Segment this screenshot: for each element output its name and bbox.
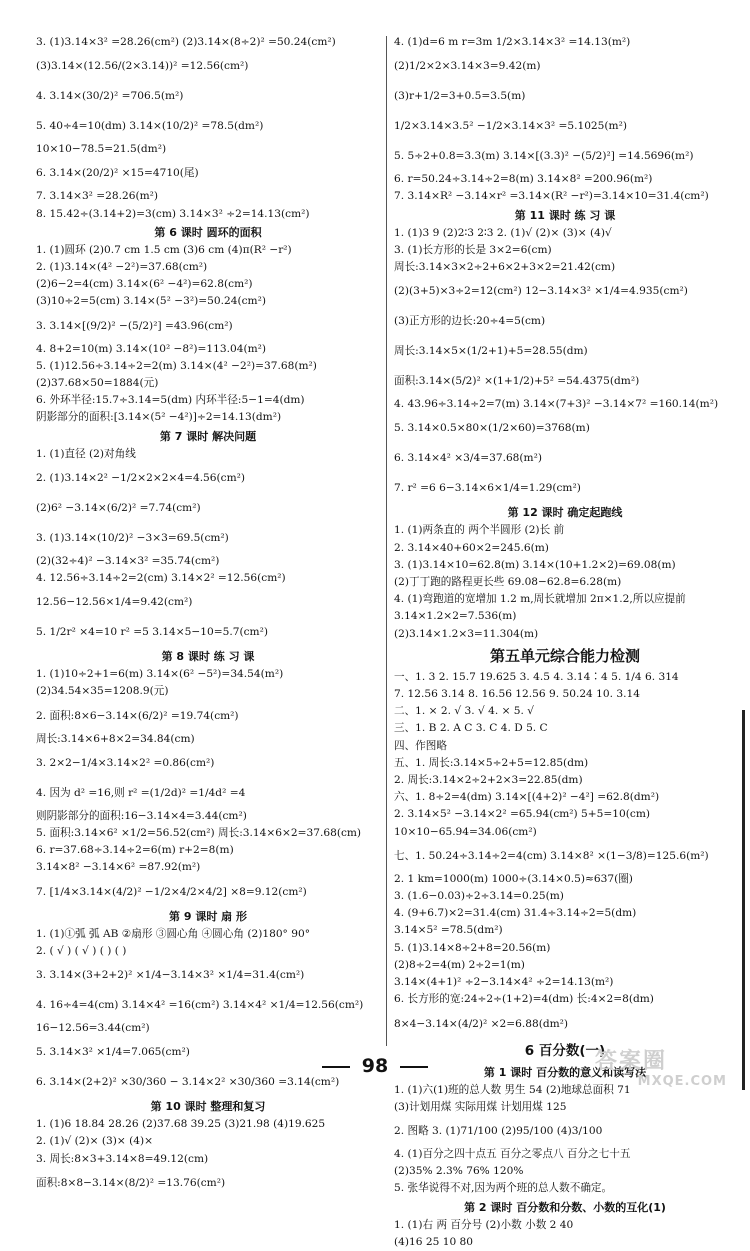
answer-line: 4. 43.96÷3.14÷2=7(m) 3.14×(7+3)² −3.14×7² =160.14(m²)	[394, 398, 719, 411]
answer-line: 4. (9+6.7)×2=31.4(cm) 31.4÷3.14÷2=5(dm)	[394, 907, 637, 920]
answer-line: 3.14×8² −3.14×6² =87.92(m²)	[36, 861, 201, 874]
answer-line: (2)34.54×35=1208.9(元)	[36, 685, 169, 698]
answer-line: 4. 16÷4=4(cm) 3.14×4² =16(cm²) 3.14×4² ×1/4=12.56(cm²)	[36, 999, 364, 1012]
answer-line: 3. 周长:8×3+3.14×8=49.12(cm)	[36, 1152, 209, 1165]
answer-line: 2. 1 km=1000(m) 1000÷(3.14×0.5)≈637(圈)	[394, 872, 633, 885]
lesson-heading: 第 10 课时 整理和复习	[150, 1100, 266, 1114]
answer-line: 5. (1)12.56÷3.14÷2=2(m) 3.14×(4² −2²)=37.68(m²)	[36, 359, 317, 372]
answer-line: 2. 3.14×5² −3.14×2² =65.94(cm²) 5+5=10(cm)	[394, 808, 651, 821]
chapter-heading: 6 百分数(一)	[524, 1042, 606, 1059]
answer-line: 7. r² =6 6−3.14×6×1/4=1.29(cm²)	[394, 482, 581, 495]
answer-line: 2. (1)√ (2)× (3)× (4)×	[36, 1135, 153, 1148]
answer-line: 阴影部分的面积:[3.14×(5² −4²)]÷2=14.13(dm²)	[36, 411, 282, 424]
answer-line: 7. 12.56 3.14 8. 16.56 12.56 9. 50.24 10. 3.14	[394, 688, 640, 701]
answer-line: 3. (1)3.14×(10/2)² −3×3=69.5(cm²)	[36, 531, 229, 544]
page-edge-bar	[742, 710, 745, 1090]
answer-line: (2)(3+5)×3÷2=12(cm²) 12−3.14×3² ×1/4=4.935(cm²)	[394, 285, 688, 298]
answer-line: (2)37.68×50=1884(元)	[36, 377, 159, 390]
answer-line: (2)丁丁跑的路程更长些 69.08−62.8=6.28(m)	[394, 576, 622, 589]
answer-line: (2)1/2×2×3.14×3=9.42(m)	[394, 60, 541, 73]
answer-line: 3. (1)长方形的长是 3×2=6(cm)	[394, 243, 552, 256]
page-number-text: 98	[361, 1055, 389, 1077]
answer-line: 6. 外环半径:15.7÷3.14=5(dm) 内环半径:5−1=4(dm)	[36, 394, 305, 407]
answer-line: 10×10−65.94=34.06(cm²)	[394, 825, 537, 838]
answer-line: 2. (1)3.14×(4² −2²)=37.68(cm²)	[36, 261, 208, 274]
answer-line: 五、1. 周长:3.14×5÷2+5=12.85(dm)	[394, 756, 589, 769]
answer-line: 5. 5÷2+0.8=3.3(m) 3.14×[(3.3)² −(5/2)²] =14.5696(m²)	[394, 150, 694, 163]
dash-left	[322, 1066, 350, 1068]
column-divider	[386, 36, 387, 1046]
lesson-heading: 第 9 课时 扇 形	[169, 909, 247, 923]
answer-line: 4. 因为 d² =16,则 r² =(1/2d)² =1/4d² =4	[36, 786, 246, 799]
answer-line: 2. 面积:8×6−3.14×(6/2)² =19.74(cm²)	[36, 709, 239, 722]
left-column	[36, 34, 380, 1198]
answer-line: 6. 长方形的宽:24÷2÷(1+2)=4(dm) 长:4×2=8(dm)	[394, 993, 654, 1006]
unit-test-heading: 第五单元综合能力检测	[489, 646, 640, 665]
answer-line: 4. 8+2=10(m) 3.14×(10² −8²)=113.04(m²)	[36, 342, 267, 355]
answer-line: 1. (1)直径 (2)对角线	[36, 447, 136, 460]
answer-line: 5. 40÷4=10(dm) 3.14×(10/2)² =78.5(dm²)	[36, 120, 264, 133]
answer-line: (3)计划用煤 实际用煤 计划用煤 125	[394, 1100, 567, 1113]
answer-line: (4)16 25 10 80	[394, 1235, 474, 1248]
lesson-heading: 第 6 课时 圆环的面积	[154, 225, 262, 239]
answer-line: (2)8÷2=4(m) 2÷2=1(m)	[394, 958, 525, 971]
answer-line: 1. (1)①弧 弧 AB ②扇形 ③圆心角 ④圆心角 (2)180° 90°	[36, 927, 311, 940]
answer-line: 7. 3.14×R² −3.14×r² =3.14×(R² −r²)=3.14×10=31.4(cm²)	[394, 190, 709, 203]
answer-line: 8. 15.42÷(3.14+2)=3(cm) 3.14×3² ÷2=14.13(cm²)	[36, 207, 310, 220]
answer-line: (2)(32÷4)² −3.14×3² =35.74(cm²)	[36, 554, 220, 567]
answer-line: 3. 2×2−1/4×3.14×2² =0.86(cm²)	[36, 756, 215, 769]
answer-line: (2)3.14×1.2×3=11.304(m)	[394, 627, 539, 640]
answer-line: 周长:3.14×3×2÷2+6×2+3×2=21.42(cm)	[394, 261, 616, 274]
answer-line: 3. 3.14×[(9/2)² −(5/2)²] =43.96(cm²)	[36, 319, 233, 332]
answer-line: 3. (1)3.14×10=62.8(m) 3.14×(10+1.2×2)=69.08(m)	[394, 558, 676, 571]
answer-line: 2. ( √ ) ( √ ) ( ) ( )	[36, 944, 127, 957]
answer-line: 4. (1)d=6 m r=3m 1/2×3.14×3² =14.13(m²)	[394, 36, 631, 48]
answer-line: 6. r=50.24÷3.14÷2=8(m) 3.14×8² =200.96(m²)	[394, 173, 653, 186]
answer-line: 三、1. B 2. A C 3. C 4. D 5. C	[394, 722, 548, 735]
answer-line: 7. 3.14×3² =28.26(m²)	[36, 190, 159, 203]
answer-line: 5. 面积:3.14×6² ×1/2=56.52(cm²) 周长:3.14×6×2=37.68(cm)	[36, 827, 362, 840]
answer-line: 一、1. 3 2. 15.7 19.625 3. 4.5 4. 3.14∶4 5. 1/4 6. 314	[394, 670, 679, 683]
answer-line: 四、作图略	[394, 739, 447, 752]
answer-line: 5. (1)3.14×8÷2+8=20.56(m)	[394, 941, 551, 954]
answer-line: 5. 1/2r² ×4=10 r² =5 3.14×5−10=5.7(cm²)	[36, 626, 268, 639]
answer-line: 1. (1)两条直的 两个半圆形 (2)长 前	[394, 524, 565, 537]
watermark-logo	[595, 1050, 735, 1096]
answer-line: 3.14×1.2×2=7.536(m)	[394, 610, 517, 623]
lesson-heading: 第 12 课时 确定起跑线	[507, 506, 623, 520]
answer-line: 1. (1)6 18.84 28.26 (2)37.68 39.25 (3)21.98 (4)19.625	[36, 1118, 326, 1131]
answer-line: 1. (1)右 两 百分号 (2)小数 小数 2 40	[394, 1218, 574, 1231]
answer-line: 3. (1)3.14×3² =28.26(cm²) (2)3.14×(8÷2)² =50.24(cm²)	[36, 36, 336, 48]
answer-line: 4. 3.14×(30/2)² =706.5(m²)	[36, 90, 184, 103]
lesson-heading: 第 1 课时 百分数的意义和读写法	[483, 1065, 647, 1079]
answer-line: 8×4−3.14×(4/2)² ×2=6.88(dm²)	[394, 1017, 569, 1030]
watermark-line-1: 答案圈	[595, 1049, 668, 1074]
answer-line: 3.14×5² =78.5(dm²)	[394, 924, 503, 937]
answer-line: (3)r+1/2=3+0.5=3.5(m)	[394, 90, 526, 103]
answer-line: 3.14×(4+1)² ÷2−3.14×4² ÷2=14.13(m²)	[394, 976, 614, 989]
answer-line: 6. 3.14×(2+2)² ×30/360 − 3.14×2² ×30/360 =3.14(cm²)	[36, 1076, 340, 1089]
lesson-heading: 第 11 课时 练 习 课	[514, 208, 616, 222]
answer-line: 1. (1)六(1)班的总人数 男生 54 (2)地球总面积 71	[394, 1083, 631, 1096]
answer-line: 16−12.56=3.44(cm²)	[36, 1022, 150, 1035]
answer-line: 2. 周长:3.14×2÷2+2×3=22.85(dm)	[394, 774, 583, 787]
answer-line: 周长:3.14×6+8×2=34.84(cm)	[36, 732, 195, 745]
answer-line: (3)10÷2=5(cm) 3.14×(5² −3²)=50.24(cm²)	[36, 295, 266, 308]
answer-line: 面积:8×8−3.14×(8/2)² =13.76(cm²)	[36, 1176, 226, 1189]
answer-line: 6. r=37.68÷3.14÷2=6(m) r+2=8(m)	[36, 844, 234, 857]
answer-line: 4. (1)弯跑道的宽增加 1.2 m,周长就增加 2π×1.2,所以应提前	[394, 593, 686, 606]
answer-line: 周长:3.14×5×(1/2+1)+5=28.55(dm)	[394, 345, 588, 358]
answer-line: 6. 3.14×4² ×3/4=37.68(m²)	[394, 452, 542, 465]
answer-line: 七、1. 50.24÷3.14÷2=4(cm) 3.14×8² ×(1−3/8)=125.6(m²)	[394, 849, 709, 862]
answer-line: 1/2×3.14×3.5² −1/2×3.14×3² =5.1025(m²)	[394, 120, 627, 133]
answer-line: (2)35% 2.3% 76% 120%	[394, 1165, 524, 1178]
answer-line: 7. [1/4×3.14×(4/2)² −1/2×4/2×4/2] ×8=9.12(cm²)	[36, 885, 307, 898]
dash-right	[400, 1066, 428, 1068]
answer-line: 12.56−12.56×1/4=9.42(cm²)	[36, 596, 193, 609]
lesson-heading: 第 2 课时 百分数和分数、小数的互化(1)	[464, 1200, 666, 1214]
answer-line: 4. 12.56÷3.14÷2=2(cm) 3.14×2² =12.56(cm²)	[36, 572, 286, 585]
lesson-heading: 第 8 课时 练 习 课	[161, 650, 255, 664]
answer-line: 2. 图略 3. (1)71/100 (2)95/100 (4)3/100	[394, 1124, 603, 1137]
answer-line: (3)3.14×(12.56/(2×3.14))² =12.56(cm²)	[36, 60, 249, 73]
answer-line: (2)6−2=4(cm) 3.14×(6² −4²)=62.8(cm²)	[36, 278, 253, 291]
answer-line: 1. (1)3 9 (2)2∶3 2∶3 2. (1)√ (2)× (3)× (4)√	[394, 226, 612, 239]
answer-line: 3. (1.6−0.03)÷2÷3.14=0.25(m)	[394, 890, 564, 903]
answer-line: 1. (1)圆环 (2)0.7 cm 1.5 cm (3)6 cm (4)π(R² −r²)	[36, 243, 292, 256]
answer-line: 二、1. × 2. √ 3. √ 4. × 5. √	[394, 705, 535, 718]
answer-line: 4. (1)百分之四十点五 百分之零点八 百分之七十五	[394, 1147, 631, 1160]
answer-line: 六、1. 8÷2=4(dm) 3.14×[(4+2)² −4²] =62.8(dm²)	[394, 791, 660, 804]
answer-line: 面积:3.14×(5/2)² ×(1+1/2)+5² =54.4375(dm²)	[394, 375, 640, 388]
lesson-heading: 第 7 课时 解决问题	[159, 429, 257, 443]
answer-line: 5. 3.14×0.5×80×(1/2×60)=3768(m)	[394, 422, 590, 435]
answer-line: 3. 3.14×(3+2+2)² ×1/4−3.14×3² ×1/4=31.4(cm²)	[36, 969, 305, 982]
watermark-line-2: MXQE.COM	[637, 1074, 727, 1089]
answer-line: 6. 3.14×(20/2)² ×15=4710(尾)	[36, 167, 199, 180]
answer-line: (2)6² −3.14×(6/2)² =7.74(cm²)	[36, 501, 201, 514]
answer-line: 10×10−78.5=21.5(dm²)	[36, 143, 167, 156]
answer-line: 1. (1)10÷2+1=6(m) 3.14×(6² −5²)=34.54(m²)	[36, 668, 284, 681]
answer-line: 2. (1)3.14×2² −1/2×2×2×4=4.56(cm²)	[36, 471, 246, 484]
answer-line: (3)正方形的边长:20÷4=5(cm)	[394, 315, 546, 328]
answer-line: 则阴影部分的面积:16−3.14×4=3.44(cm²)	[36, 809, 247, 822]
answer-line: 5. 张华说得不对,因为两个班的总人数不确定。	[394, 1182, 613, 1195]
answer-line: 2. 3.14×40+60×2=245.6(m)	[394, 541, 549, 554]
answer-line: 5. 3.14×3² ×1/4=7.065(cm²)	[36, 1046, 190, 1059]
